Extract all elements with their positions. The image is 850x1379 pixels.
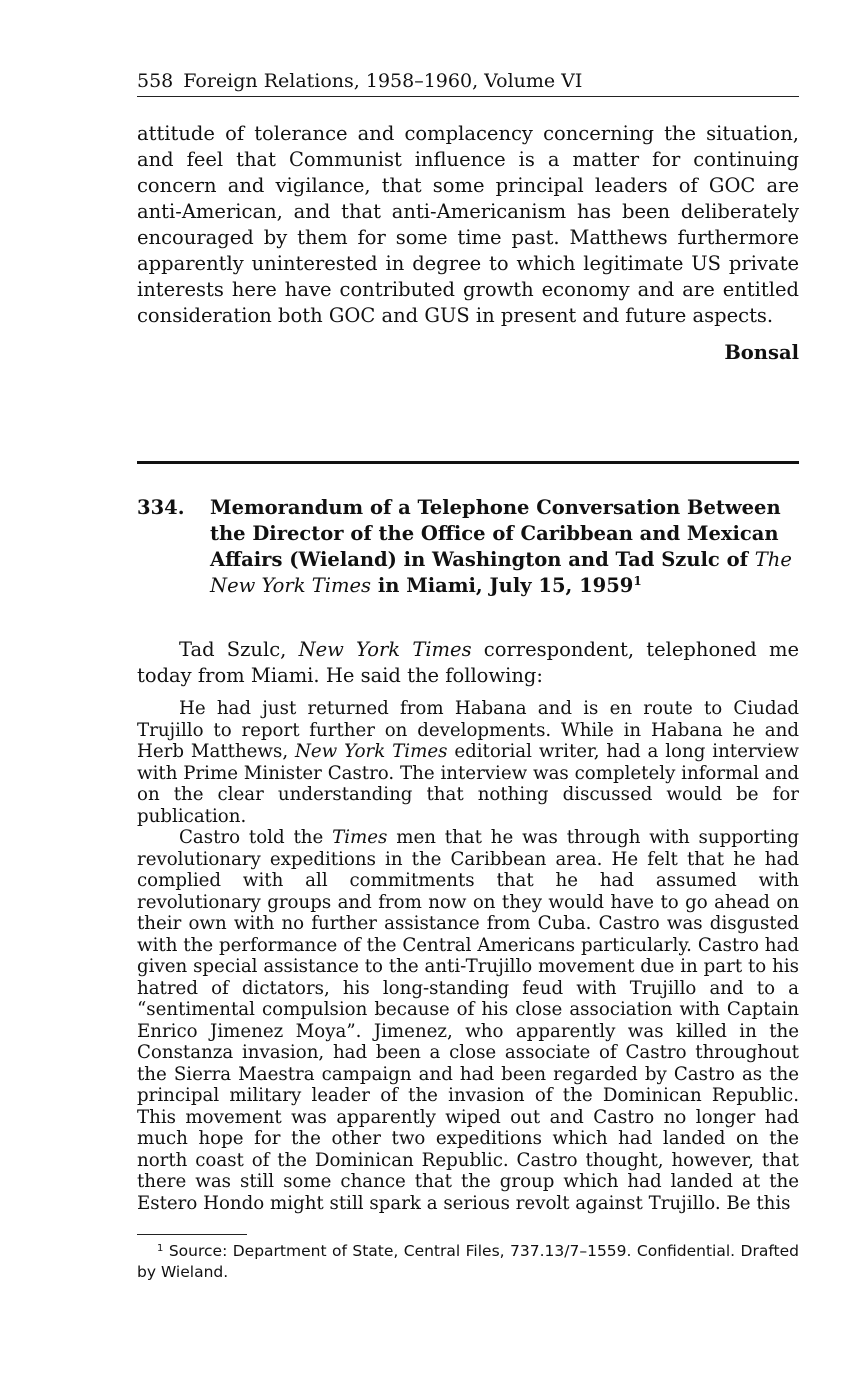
continued-paragraph: attitude of tolerance and complacency concerning the situation, and feel that Communist influence is a matter for continuing concern and vigilance, that some principal leaders of GOC are anti-American, and that anti-Americanism has been deliberately encouraged by them for some time past. Matthews furthermore apparently uninterested in degree to which legitimate US private interests here have contributed growth economy and are entitled consideration both GOC and GUS in present and future aspects. (137, 122, 799, 327)
footnote-ref: 1 (633, 574, 642, 588)
body-paragraph: He had just returned from Habana and is en route to Ciudad Trujillo to report further on developments. While in Habana he and Herb Matthews, New York Times editorial writer, had a long interview with Prime Minister Castro. The interview was completely informal and on the clear understanding that nothing discussed would be for publication. (137, 698, 799, 827)
running-title: Foreign Relations, 1958–1960, Volume VI (183, 70, 583, 92)
running-header (137, 68, 799, 97)
footnote-divider (137, 1234, 247, 1235)
page-number: 558 (137, 70, 174, 92)
footnote-marker: 1 (157, 1243, 164, 1254)
signature: Bonsal (724, 341, 799, 364)
newspaper-title: The New York Times (210, 548, 792, 597)
footnote (137, 1241, 799, 1283)
footnote-text: Source: Department of State, Central Files, 737.13/7–1559. Confidential. Drafted by Wieland. (137, 1242, 799, 1281)
document-heading (137, 495, 799, 599)
section-divider (137, 461, 799, 464)
document-number: 334. (137, 496, 185, 519)
body-paragraph: Castro told the Times men that he was through with supporting revolutionary expeditions in the Caribbean area. He felt that he had complied with all commitments that he had assumed with revolutionary groups and from now on they would have to go ahead on their own with no further assistance from Cuba. Castro was disgusted with the performance of the Central Americans particularly. Castro had given special assistance to the anti-Trujillo movement due in part to his hatred of dictators, his long-standing feud with Trujillo and to a “sentimental compulsion because of his close association with Captain Enrico Jimenez Moya”. Jimenez, who apparently was killed in the Constanza invasion, had been a close associate of Castro throughout the Sierra Maestra campaign and had been regarded by Castro as the principal military leader of the invasion of the Dominican Republic. This movement was apparently wiped out and Castro no longer had much hope for the other two expeditions which had landed on the north coast of the Dominican Republic. Castro thought, however, that there was still some chance that the group which had landed at the Estero Hondo might still spark a serious revolt against Trujillo. Be this (137, 827, 799, 1214)
memo-body (137, 698, 799, 1214)
document-title: Memorandum of a Telephone Conversation Between the Director of the Office of Caribbean and Mexican Affairs (Wieland) in Washington and Tad Szulc of The New York Times in Miami, July 15, 1959$^1$ (210, 496, 792, 597)
intro-paragraph: Tad Szulc, New York Times correspondent, telephoned me today from Miami. He said the following: (137, 638, 800, 687)
